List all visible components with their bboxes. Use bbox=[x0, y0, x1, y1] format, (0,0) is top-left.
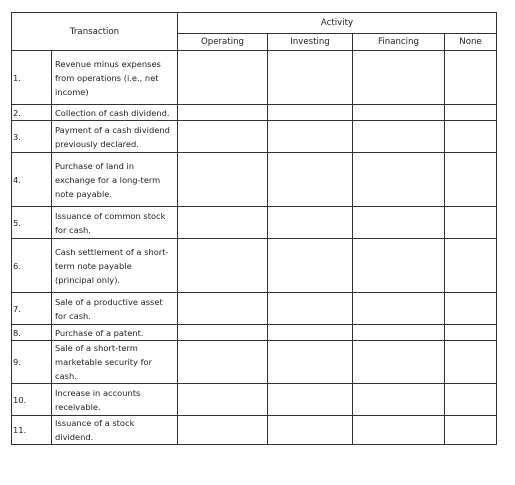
table-row bbox=[12, 239, 497, 293]
table-row bbox=[12, 341, 497, 384]
financing-answer-cell[interactable] bbox=[353, 293, 445, 325]
none-answer-cell[interactable] bbox=[445, 207, 497, 239]
transaction-header: Transaction bbox=[12, 13, 178, 51]
transaction-rows bbox=[12, 51, 497, 445]
operating-answer-cell[interactable] bbox=[178, 121, 268, 153]
none-answer-cell[interactable] bbox=[445, 384, 497, 416]
transaction-description: Collection of cash dividend. bbox=[52, 105, 178, 121]
activity-classification-table bbox=[11, 12, 497, 445]
table-row bbox=[12, 105, 497, 121]
financing-answer-cell[interactable] bbox=[353, 207, 445, 239]
none-answer-cell[interactable] bbox=[445, 153, 497, 207]
investing-answer-cell[interactable] bbox=[268, 325, 353, 341]
none-answer-cell[interactable] bbox=[445, 239, 497, 293]
investing-answer-cell[interactable] bbox=[268, 341, 353, 384]
operating-answer-cell[interactable] bbox=[178, 325, 268, 341]
transaction-description: Payment of a cash dividend previously declared. bbox=[52, 121, 178, 153]
activity-header: Activity bbox=[178, 13, 497, 34]
table-row bbox=[12, 325, 497, 341]
financing-answer-cell[interactable] bbox=[353, 341, 445, 384]
none-answer-cell[interactable] bbox=[445, 416, 497, 445]
transaction-description: Sale of a productive asset for cash. bbox=[52, 293, 178, 325]
investing-header: Investing bbox=[268, 34, 353, 51]
table-row bbox=[12, 121, 497, 153]
operating-answer-cell[interactable] bbox=[178, 293, 268, 325]
investing-answer-cell[interactable] bbox=[268, 207, 353, 239]
financing-answer-cell[interactable] bbox=[353, 384, 445, 416]
transaction-description: Cash settlement of a short-term note payable (principal only). bbox=[52, 239, 178, 293]
transaction-description: Issuance of a stock dividend. bbox=[52, 416, 178, 445]
financing-answer-cell[interactable] bbox=[353, 121, 445, 153]
none-answer-cell[interactable] bbox=[445, 293, 497, 325]
financing-answer-cell[interactable] bbox=[353, 153, 445, 207]
operating-answer-cell[interactable] bbox=[178, 384, 268, 416]
financing-answer-cell[interactable] bbox=[353, 416, 445, 445]
row-number: 4. bbox=[12, 153, 52, 207]
transaction-description: Purchase of land in exchange for a long-term note payable. bbox=[52, 153, 178, 207]
financing-answer-cell[interactable] bbox=[353, 51, 445, 105]
operating-answer-cell[interactable] bbox=[178, 341, 268, 384]
table-row bbox=[12, 293, 497, 325]
none-answer-cell[interactable] bbox=[445, 121, 497, 153]
investing-answer-cell[interactable] bbox=[268, 416, 353, 445]
investing-answer-cell[interactable] bbox=[268, 384, 353, 416]
row-number: 9. bbox=[12, 341, 52, 384]
investing-answer-cell[interactable] bbox=[268, 153, 353, 207]
operating-header: Operating bbox=[178, 34, 268, 51]
investing-answer-cell[interactable] bbox=[268, 293, 353, 325]
row-number: 11. bbox=[12, 416, 52, 445]
row-number: 3. bbox=[12, 121, 52, 153]
row-number: 5. bbox=[12, 207, 52, 239]
transaction-description: Purchase of a patent. bbox=[52, 325, 178, 341]
row-number: 1. bbox=[12, 51, 52, 105]
transaction-description: Increase in accounts receivable. bbox=[52, 384, 178, 416]
investing-answer-cell[interactable] bbox=[268, 239, 353, 293]
financing-header: Financing bbox=[353, 34, 445, 51]
investing-answer-cell[interactable] bbox=[268, 105, 353, 121]
table-row bbox=[12, 384, 497, 416]
financing-answer-cell[interactable] bbox=[353, 105, 445, 121]
operating-answer-cell[interactable] bbox=[178, 51, 268, 105]
investing-answer-cell[interactable] bbox=[268, 121, 353, 153]
operating-answer-cell[interactable] bbox=[178, 239, 268, 293]
row-number: 7. bbox=[12, 293, 52, 325]
transaction-description: Revenue minus expenses from operations (i.e., net income) bbox=[52, 51, 178, 105]
row-number: 8. bbox=[12, 325, 52, 341]
financing-answer-cell[interactable] bbox=[353, 325, 445, 341]
transaction-description: Issuance of common stock for cash. bbox=[52, 207, 178, 239]
operating-answer-cell[interactable] bbox=[178, 105, 268, 121]
operating-answer-cell[interactable] bbox=[178, 416, 268, 445]
row-number: 6. bbox=[12, 239, 52, 293]
row-number: 2. bbox=[12, 105, 52, 121]
row-number: 10. bbox=[12, 384, 52, 416]
none-answer-cell[interactable] bbox=[445, 105, 497, 121]
none-header: None bbox=[445, 34, 497, 51]
table-row bbox=[12, 153, 497, 207]
financing-answer-cell[interactable] bbox=[353, 239, 445, 293]
none-answer-cell[interactable] bbox=[445, 325, 497, 341]
investing-answer-cell[interactable] bbox=[268, 51, 353, 105]
table-row bbox=[12, 416, 497, 445]
operating-answer-cell[interactable] bbox=[178, 207, 268, 239]
operating-answer-cell[interactable] bbox=[178, 153, 268, 207]
transaction-description: Sale of a short-term marketable security for cash. bbox=[52, 341, 178, 384]
none-answer-cell[interactable] bbox=[445, 341, 497, 384]
table-row bbox=[12, 207, 497, 239]
table-row bbox=[12, 51, 497, 105]
none-answer-cell[interactable] bbox=[445, 51, 497, 105]
